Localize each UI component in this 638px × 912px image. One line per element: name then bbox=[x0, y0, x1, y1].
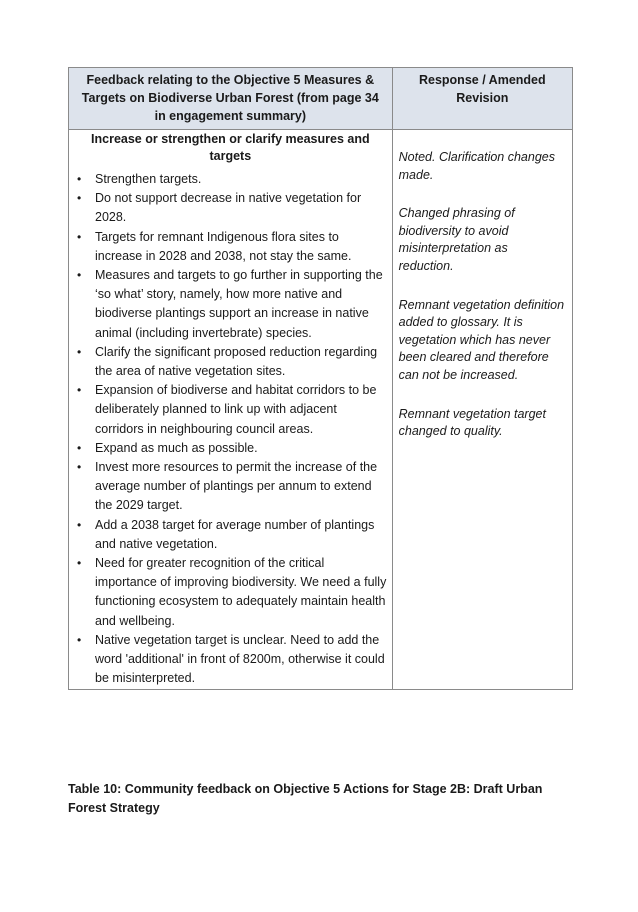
feedback-item-text: Measures and targets to go further in supporting the ‘so what’ story, namely, how more native and biodiverse plantings support an increase in native animal (including invertebrate) species. bbox=[95, 268, 383, 340]
table-body-row bbox=[69, 130, 573, 690]
feedback-item-text: Need for greater recognition of the critical importance of improving biodiversity. We need a fully functioning ecosystem to adequately maintain health and wellbeing. bbox=[95, 556, 387, 628]
feedback-item bbox=[75, 631, 388, 689]
bullet-icon: • bbox=[77, 229, 82, 244]
response-text: Changed phrasing of biodiversity to avoid misinterpretation as reduction. bbox=[398, 206, 515, 273]
table-caption: Table 10: Community feedback on Objective 5 Actions for Stage 2B: Draft Urban Forest Strategy bbox=[68, 782, 543, 815]
header-feedback: Feedback relating to the Objective 5 Measures & Targets on Biodiverse Urban Forest (from page 34 in engagement summary) bbox=[69, 68, 393, 130]
table-header-row bbox=[69, 68, 573, 130]
bullet-icon: • bbox=[77, 440, 82, 455]
feedback-item-text: Native vegetation target is unclear. Need to add the word 'additional' in front of 8200m, otherwise it could be misinterpreted. bbox=[95, 632, 385, 686]
feedback-item-text: Invest more resources to permit the increase of the average number of plantings per annum to extend the 2029 target. bbox=[95, 460, 378, 513]
feedback-item bbox=[75, 170, 388, 189]
section-heading: Increase or strengthen or clarify measures and targets bbox=[91, 132, 370, 163]
feedback-item-text: Expand as much as possible. bbox=[95, 440, 258, 455]
feedback-item-text: Expansion of biodiverse and habitat corridors to be deliberately planned to link up with adjacent corridors in neighbouring council areas. bbox=[95, 383, 377, 436]
feedback-item bbox=[75, 439, 388, 458]
feedback-list bbox=[69, 170, 392, 689]
feedback-item bbox=[75, 458, 388, 516]
bullet-icon: • bbox=[77, 172, 82, 186]
bullet-icon: • bbox=[77, 517, 82, 532]
feedback-item bbox=[75, 228, 388, 266]
feedback-item bbox=[75, 343, 388, 381]
feedback-item-text: Targets for remnant Indigenous flora sites to increase in 2028 and 2038, not stay the same. bbox=[95, 229, 352, 263]
response-text: Remnant vegetation definition added to glossary. It is vegetation which has never been cleared and therefore can not be increased. bbox=[398, 297, 565, 382]
feedback-item bbox=[75, 381, 388, 439]
feedback-item bbox=[75, 189, 388, 227]
bullet-icon: • bbox=[77, 268, 82, 283]
header-response: Response / Amended Revision bbox=[392, 68, 572, 130]
bullet-icon: • bbox=[77, 556, 82, 571]
feedback-item bbox=[75, 554, 388, 631]
feedback-item-text: Do not support decrease in native vegetation for 2028. bbox=[95, 191, 362, 225]
response-list bbox=[393, 130, 572, 468]
bullet-icon: • bbox=[77, 632, 82, 647]
feedback-table bbox=[68, 67, 573, 690]
response-text: Remnant vegetation target changed to quality. bbox=[398, 406, 546, 439]
feedback-cell bbox=[69, 130, 393, 690]
response-text: Noted. Clarification changes made. bbox=[398, 150, 555, 182]
feedback-item bbox=[75, 516, 388, 554]
bullet-icon: • bbox=[77, 344, 82, 359]
feedback-item-text: Strengthen targets. bbox=[95, 172, 202, 186]
feedback-item bbox=[75, 266, 388, 343]
bullet-icon: • bbox=[77, 460, 82, 475]
bullet-icon: • bbox=[77, 383, 82, 398]
feedback-item-text: Clarify the significant proposed reduction regarding the area of native vegetation sites. bbox=[95, 344, 378, 379]
feedback-item-text: Add a 2038 target for average number of plantings and native vegetation. bbox=[95, 517, 375, 551]
bullet-icon: • bbox=[77, 191, 82, 206]
response-cell bbox=[392, 130, 572, 690]
